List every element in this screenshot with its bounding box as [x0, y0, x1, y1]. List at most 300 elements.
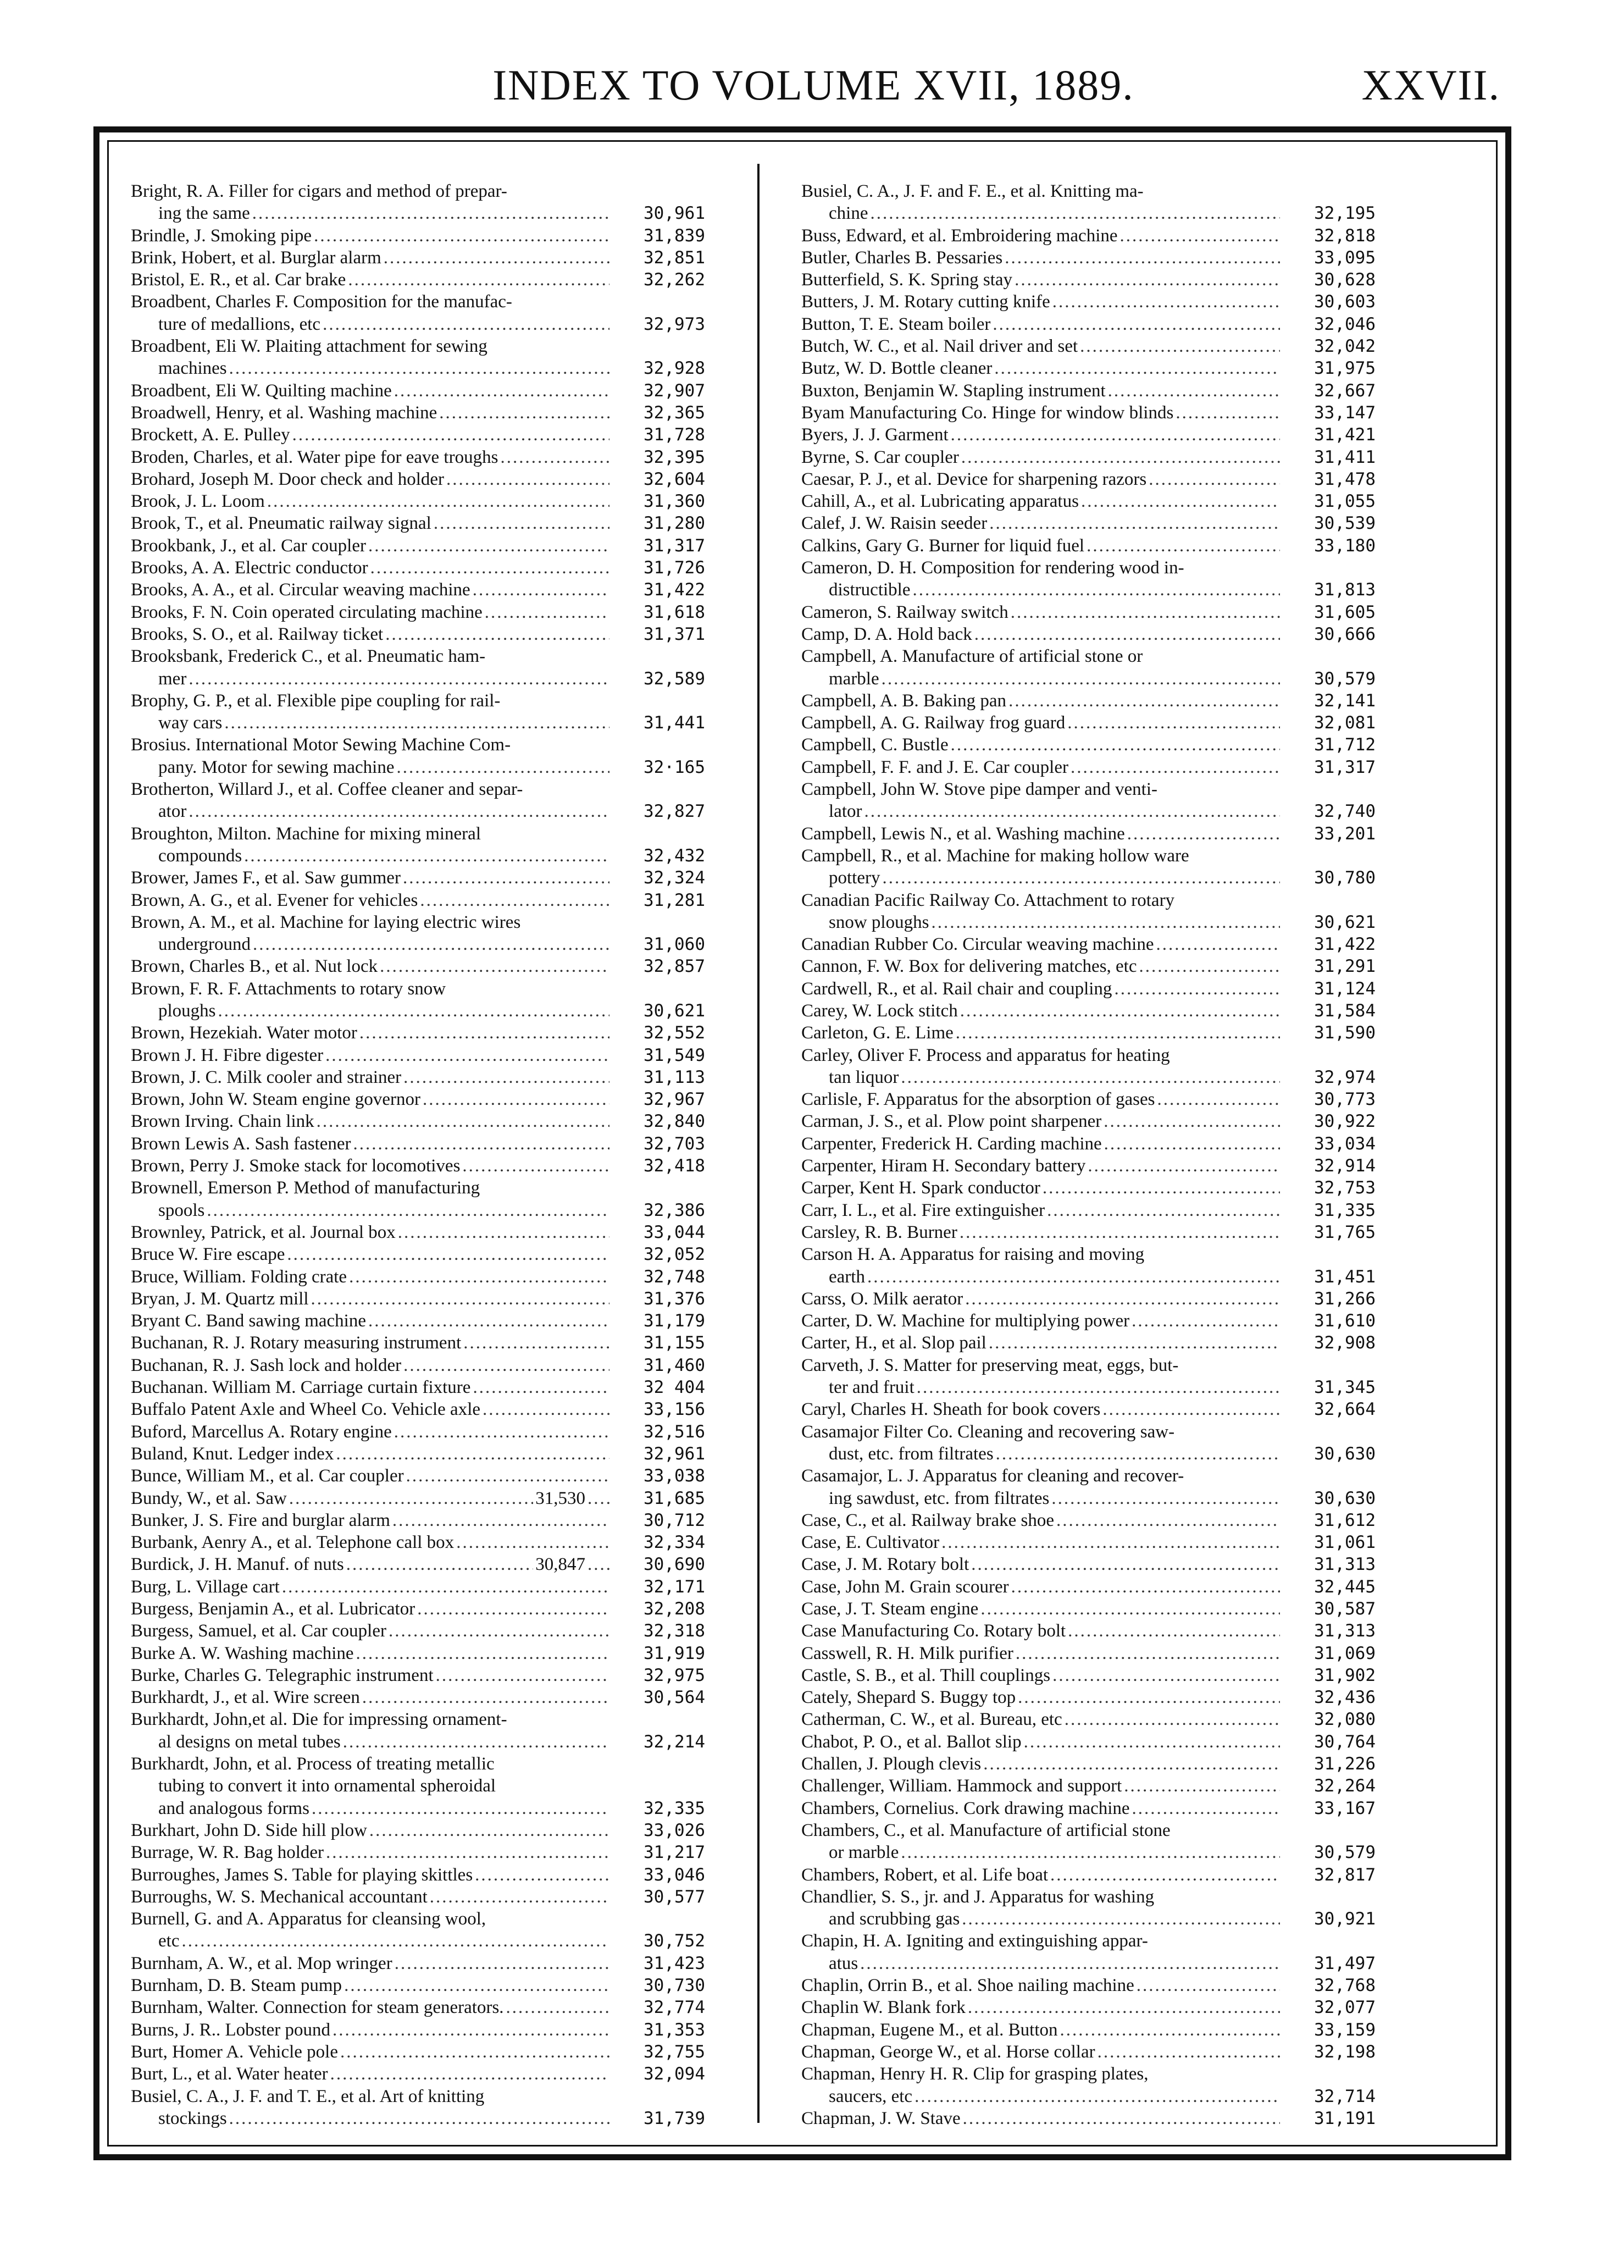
index-entry-line [801, 823, 1376, 845]
leader-dots [1067, 712, 1280, 734]
leader-dots [587, 1553, 609, 1575]
entry-text: Cannon, F. W. Box for delivering matches, etc [801, 956, 1137, 977]
entry-text: Brophy, G. P., et al. Flexible pipe coupling for rail- [131, 690, 501, 711]
index-entry [131, 1664, 705, 1686]
entry-text: underground [158, 934, 251, 955]
index-entry [801, 1996, 1376, 2018]
index-entry-line [131, 1753, 705, 1775]
index-entry-line [801, 225, 1376, 247]
entry-text: Burbank, Aenry A., et al. Telephone call box [131, 1533, 455, 1553]
index-entry-line [801, 1664, 1376, 1686]
leader-dots [394, 1421, 609, 1443]
index-entry-line [801, 778, 1376, 800]
leader-dots [941, 1531, 1280, 1553]
patent-number: 31,411 [1314, 447, 1376, 467]
index-entry [801, 756, 1376, 778]
entry-text: Chambers, C., et al. Manufacture of artificial stone [801, 1820, 1171, 1840]
index-entry-line [131, 867, 705, 889]
leader-dots [901, 1066, 1280, 1088]
entry-text: distructible [829, 580, 911, 600]
entry-text: Canadian Pacific Railway Co. Attachment to rotary [801, 890, 1175, 910]
patent-number: 31,839 [644, 225, 705, 246]
patent-number: 33,044 [644, 1222, 705, 1242]
leader-dots [368, 535, 609, 557]
entry-text: saucers, etc [829, 2086, 913, 2106]
index-entry [801, 446, 1376, 468]
index-entry-line [131, 1066, 705, 1088]
patent-number: 33,156 [644, 1399, 705, 1420]
leader-dots [384, 247, 609, 269]
entry-text: Bunce, William M., et al. Car coupler [131, 1466, 404, 1486]
index-entry [131, 823, 705, 867]
patent-number: 33,159 [1314, 2020, 1376, 2040]
leader-dots [1104, 1133, 1280, 1155]
leader-dots [963, 2107, 1280, 2129]
index-entry-line [801, 978, 1376, 1000]
patent-number: 32,318 [644, 1621, 705, 1641]
patent-number: 31,179 [644, 1311, 705, 1331]
entry-text: Burns, J. R.. Lobster pound [131, 2020, 330, 2040]
leader-dots [864, 800, 1280, 822]
index-entry [801, 1221, 1376, 1243]
patent-number: 30,579 [1314, 668, 1376, 689]
index-entry [131, 1620, 705, 1642]
entry-text: chine [829, 203, 868, 224]
index-entry [801, 2107, 1376, 2129]
patent-number: 32,967 [644, 1089, 705, 1110]
index-entry [801, 778, 1376, 823]
entry-text: ploughs [158, 1000, 216, 1021]
index-entry-line [801, 800, 1376, 822]
leader-dots [473, 1376, 609, 1398]
index-entry [801, 2041, 1376, 2063]
entry-text: Carpenter, Frederick H. Carding machine [801, 1133, 1102, 1154]
index-entry-line [801, 1708, 1376, 1730]
leader-dots [912, 579, 1280, 601]
entry-text: Buchanan, R. J. Sash lock and holder [131, 1355, 402, 1375]
entry-text: Casswell, R. H. Milk purifier [801, 1643, 1013, 1663]
entry-text: Bryant C. Band sawing machine [131, 1311, 367, 1331]
patent-number: 32,748 [644, 1266, 705, 1287]
entry-text: way cars [158, 713, 223, 733]
index-entry-line [801, 1177, 1376, 1199]
entry-text: Case, E. Cultivator [801, 1533, 940, 1553]
index-entry [801, 1664, 1376, 1686]
index-entry [131, 1686, 705, 1708]
leader-dots [1139, 955, 1281, 977]
index-entry [131, 1421, 705, 1443]
index-entry-line [131, 1576, 705, 1598]
index-entry-line [801, 933, 1376, 955]
index-entry [131, 247, 705, 269]
leader-dots [224, 712, 609, 734]
patent-number: 32 404 [644, 1378, 705, 1398]
leader-dots [1005, 247, 1280, 269]
patent-number: 33,034 [1314, 1133, 1376, 1154]
patent-number: 32·165 [644, 757, 705, 777]
index-entry-line [801, 2086, 1376, 2107]
leader-dots [1008, 690, 1280, 712]
index-entry [131, 978, 705, 1022]
patent-number: 30,690 [644, 1555, 705, 1575]
patent-number: 31,739 [644, 2108, 705, 2128]
patent-number: 31,335 [1314, 1200, 1376, 1220]
index-entry-line [131, 1974, 705, 1996]
index-entry [131, 535, 705, 557]
index-entry-line [801, 1509, 1376, 1531]
index-entry-line [801, 1221, 1376, 1243]
entry-text: Brindle, J. Smoking pipe [131, 225, 312, 246]
entry-text: Chapin, H. A. Igniting and extinguishing appar- [801, 1931, 1148, 1951]
index-entry-line [131, 1288, 705, 1310]
index-entry-line [801, 247, 1376, 269]
patent-number: 32,077 [1314, 1998, 1376, 2018]
index-entry-line [801, 1376, 1376, 1398]
patent-number: 32,141 [1314, 690, 1376, 711]
index-entry [801, 269, 1376, 291]
entry-text: Brown, A. G., et al. Evener for vehicles [131, 890, 418, 910]
index-entry-line [801, 512, 1376, 534]
entry-text: Busiel, C. A., J. F. and T. E., et al. Art of knitting [131, 2086, 485, 2106]
index-entry-line [131, 1332, 705, 1354]
index-entry-line [131, 535, 705, 557]
entry-text: Burg, L. Village cart [131, 1576, 280, 1597]
leader-dots [348, 269, 609, 291]
index-entry [131, 1110, 705, 1132]
index-entry-line [131, 1354, 705, 1376]
index-entry [801, 225, 1376, 247]
entry-text: Castle, S. B., et al. Thill couplings [801, 1665, 1051, 1685]
leader-dots [1018, 1686, 1280, 1708]
entry-text: Brook, T., et al. Pneumatic railway signal [131, 513, 431, 534]
entry-text: Bruce, William. Folding crate [131, 1266, 347, 1287]
index-entry-line [801, 1354, 1376, 1376]
index-entry-line [131, 933, 705, 955]
leader-dots [1068, 1620, 1280, 1642]
patent-number: 31,217 [644, 1843, 705, 1863]
patent-number: 30,577 [644, 1887, 705, 1907]
leader-dots [323, 313, 609, 335]
index-entry-line [131, 955, 705, 977]
index-entry-line [131, 557, 705, 579]
entry-text: Calef, J. W. Raisin seeder [801, 513, 988, 534]
entry-text: Brown, John W. Steam engine governor [131, 1089, 421, 1110]
leader-dots [993, 313, 1280, 335]
entry-text: Brohard, Joseph M. Door check and holder [131, 469, 445, 489]
index-entry-line [131, 1465, 705, 1487]
index-entry [131, 1243, 705, 1265]
patent-number: 31,478 [1314, 469, 1376, 489]
index-entry [131, 1886, 705, 1908]
index-entry [801, 1465, 1376, 1509]
patent-number: 31,313 [1314, 1555, 1376, 1575]
leader-dots [446, 468, 609, 490]
patent-number: 31,590 [1314, 1023, 1376, 1043]
index-entry-line [801, 845, 1376, 867]
patent-number: 33,167 [1314, 1798, 1376, 1818]
entry-text: atus [829, 1953, 858, 1973]
patent-number: 30,630 [1314, 1488, 1376, 1508]
patent-number: 32,755 [644, 2042, 705, 2062]
patent-number: 31,317 [644, 535, 705, 556]
leader-dots [1108, 380, 1280, 402]
entry-text: Butz, W. D. Bottle cleaner [801, 358, 993, 379]
leader-dots [870, 202, 1280, 224]
entry-text: Brown, A. M., et al. Machine for laying electric wires [131, 912, 521, 932]
entry-text: Carter, H., et al. Slop pail [801, 1333, 986, 1353]
patent-number: 31,975 [1314, 358, 1376, 379]
patent-number: 30,712 [644, 1510, 705, 1530]
entry-text: Burke A. W. Washing machine [131, 1643, 354, 1663]
patent-number: 30,780 [1314, 868, 1376, 888]
entry-text: Byrne, S. Car coupler [801, 447, 959, 467]
index-entry [131, 1598, 705, 1620]
patent-number: 32,840 [644, 1111, 705, 1132]
entry-text: Brotherton, Willard J., et al. Coffee cleaner and separ- [131, 779, 523, 800]
index-entry [131, 1952, 705, 1974]
patent-number: 31,124 [1314, 978, 1376, 999]
entry-text: Caryl, Charles H. Sheath for book covers [801, 1399, 1101, 1420]
entry-text: Campbell, A. Manufacture of artificial stone or [801, 646, 1143, 667]
index-entry [801, 1000, 1376, 1022]
index-entry-line [801, 1487, 1376, 1509]
entry-text: ing sawdust, etc. from filtrates [829, 1488, 1050, 1508]
leader-dots [475, 1864, 609, 1886]
index-entry-line [801, 535, 1376, 557]
entry-text: Campbell, A. B. Baking pan [801, 690, 1007, 711]
index-entry [801, 1310, 1376, 1332]
index-entry [801, 180, 1376, 225]
index-entry [131, 601, 705, 623]
entry-text: Brink, Hobert, et al. Burglar alarm [131, 247, 381, 268]
index-entry [131, 1753, 705, 1819]
index-entry-line [801, 313, 1376, 335]
index-entry [131, 1310, 705, 1332]
patent-number: 32,589 [644, 668, 705, 689]
index-entry [801, 1155, 1376, 1177]
patent-number: 30,773 [1314, 1089, 1376, 1110]
leader-dots [1052, 291, 1280, 313]
entry-text: Chandlier, S. S., jr. and J. Apparatus for washing [801, 1887, 1155, 1907]
index-entry-line [131, 1952, 705, 1974]
entry-text: Busiel, C. A., J. F. and F. E., et al. Knitting ma- [801, 181, 1144, 201]
index-entry [131, 1864, 705, 1886]
patent-number: 32,907 [644, 380, 705, 401]
entry-text: Carlisle, F. Apparatus for the absorption of gases [801, 1089, 1155, 1110]
entry-text: Carpenter, Hiram H. Secondary battery [801, 1156, 1086, 1176]
patent-number: 33,038 [644, 1466, 705, 1486]
index-entry [801, 1133, 1376, 1155]
index-entry [801, 1974, 1376, 1996]
entry-text: Bright, R. A. Filler for cigars and method of prepar- [131, 181, 507, 201]
leader-dots [951, 424, 1280, 446]
index-entry-line [131, 1199, 705, 1221]
entry-text: Brown Irving. Chain link [131, 1111, 314, 1132]
index-entry [131, 690, 705, 734]
entry-text: Calkins, Gary G. Burner for liquid fuel [801, 535, 1085, 556]
leader-dots [346, 1553, 534, 1575]
index-entry [801, 1110, 1376, 1132]
patent-number: 32,851 [644, 247, 705, 268]
entry-text: machines [158, 358, 227, 379]
index-entry-line [801, 402, 1376, 424]
leader-dots [956, 1022, 1280, 1044]
leader-dots [483, 1398, 609, 1420]
leader-dots [207, 1199, 609, 1221]
index-entry-line [131, 978, 705, 1000]
index-entry-line [131, 1000, 705, 1022]
index-entry [801, 535, 1376, 557]
entry-text: Brown Lewis A. Sash fastener [131, 1133, 351, 1154]
leader-dots [587, 1487, 609, 1509]
entry-text: Case, C., et al. Railway brake shoe [801, 1510, 1055, 1530]
patent-number: 32,552 [644, 1023, 705, 1043]
entry-text: Broadbent, Charles F. Composition for the manufac- [131, 292, 512, 312]
entry-text: Buchanan. William M. Carriage curtain fixture [131, 1378, 471, 1398]
index-entry-line [801, 712, 1376, 734]
index-entry-line [801, 1066, 1376, 1088]
entry-text: Burt, L., et al. Water heater [131, 2064, 328, 2084]
leader-dots [1080, 335, 1280, 357]
patent-number: 31,460 [644, 1355, 705, 1375]
entry-text: Cardwell, R., et al. Rail chair and coupling [801, 978, 1112, 999]
index-entry [801, 357, 1376, 379]
entry-text: Burt, Homer A. Vehicle pole [131, 2042, 338, 2062]
index-entry-line [801, 1332, 1376, 1354]
patent-number: 31,055 [1314, 491, 1376, 512]
index-entry [801, 1598, 1376, 1620]
patent-number: 31,605 [1314, 602, 1376, 622]
index-entry-line [131, 269, 705, 291]
index-entry-line [801, 180, 1376, 202]
entry-text: or marble [829, 1843, 899, 1863]
index-entry-line [131, 202, 705, 224]
patent-number: 31,376 [644, 1288, 705, 1309]
index-entry-line [801, 756, 1376, 778]
index-entry-line [801, 1243, 1376, 1265]
patent-number: 32,827 [644, 801, 705, 822]
entry-text: Chapman, Henry H. R. Clip for grasping plates, [801, 2064, 1149, 2084]
entry-text: Burkhardt, John,et al. Die for impressing ornament- [131, 1710, 507, 1730]
index-entry-line [801, 1731, 1376, 1753]
leader-dots [968, 1996, 1280, 2018]
patent-number: 30,564 [644, 1688, 705, 1708]
index-entry [801, 1421, 1376, 1465]
entry-text: Campbell, A. G. Railway frog guard [801, 713, 1066, 733]
entry-text: pany. Motor for sewing machine [158, 757, 395, 777]
index-entry-line [131, 1044, 705, 1066]
index-entry-line [801, 1310, 1376, 1332]
entry-text: Butters, J. M. Rotary cutting knife [801, 292, 1050, 312]
index-entry [131, 2063, 705, 2085]
patent-number: 32,740 [1314, 801, 1376, 822]
index-entry-line [131, 1443, 705, 1465]
entry-text: Chaplin W. Blank fork [801, 1998, 966, 2018]
patent-number: 32,817 [1314, 1865, 1376, 1885]
patent-number: 32,198 [1314, 2042, 1376, 2062]
index-entry-line [131, 380, 705, 402]
index-entry [131, 1022, 705, 1044]
entry-text: Bunker, J. S. Fire and burglar alarm [131, 1510, 390, 1530]
index-entry [131, 1974, 705, 1996]
entry-text: Chapman, Eugene M., et al. Button [801, 2020, 1058, 2040]
leader-dots [1156, 933, 1280, 955]
index-entry-line [801, 889, 1376, 911]
leader-dots [860, 1952, 1280, 1974]
index-entry-line [801, 1088, 1376, 1110]
entry-text: spools [158, 1200, 205, 1220]
leader-dots [229, 357, 609, 379]
index-entry-line [801, 1443, 1376, 1465]
index-entry-line [131, 1598, 705, 1620]
patent-number: 31,549 [644, 1045, 705, 1065]
patent-number: 31,266 [1314, 1288, 1376, 1309]
index-entry-line [801, 1841, 1376, 1863]
index-entry [131, 1354, 705, 1376]
index-entry-line [801, 1266, 1376, 1288]
leader-dots [1050, 1864, 1280, 1886]
patent-number: 32,262 [644, 270, 705, 290]
index-entry-line [131, 623, 705, 645]
index-entry-line [801, 1864, 1376, 1886]
entry-text: Byers, J. J. Garment [801, 425, 949, 445]
entry-text: Broden, Charles, et al. Water pipe for eave troughs [131, 447, 498, 467]
index-entry [801, 1332, 1376, 1354]
patent-number: 33,201 [1314, 823, 1376, 844]
leader-dots [882, 867, 1280, 889]
index-entry-line [801, 335, 1376, 357]
entry-text: Brooks, A. A., et al. Circular weaving machine [131, 580, 470, 600]
entry-additional-number: 31,530 [535, 1488, 585, 1508]
entry-text: Butch, W. C., et al. Nail driver and set [801, 336, 1078, 357]
entry-text: Caesar, P. J., et al. Device for sharpening razors [801, 469, 1147, 489]
patent-number: 31,061 [1314, 1533, 1376, 1553]
index-entry-line [131, 1177, 705, 1199]
patent-number: 32,975 [644, 1665, 705, 1685]
patent-number: 32,436 [1314, 1688, 1376, 1708]
leader-dots [368, 1310, 609, 1332]
entry-text: Burnham, Walter. Connection for steam generators. [131, 1998, 504, 2018]
index-entry-line [131, 1133, 705, 1155]
leader-dots [344, 1974, 609, 1996]
leader-dots [980, 1598, 1280, 1620]
leader-dots [417, 1598, 609, 1620]
patent-number: 32,753 [1314, 1178, 1376, 1198]
entry-text: Brownley, Patrick, et al. Journal box [131, 1222, 396, 1242]
index-entry [131, 2041, 705, 2063]
index-entry-line [801, 357, 1376, 379]
index-entry [801, 1864, 1376, 1886]
patent-number: 31,584 [1314, 1000, 1376, 1021]
index-entry-line [131, 1841, 705, 1863]
patent-number: 32,604 [644, 469, 705, 489]
leader-dots [473, 579, 609, 601]
index-entry [801, 1576, 1376, 1598]
index-entry-line [131, 601, 705, 623]
leader-dots [960, 1221, 1280, 1243]
entry-text: Brownell, Emerson P. Method of manufacturing [131, 1178, 480, 1198]
entry-text: and analogous forms [158, 1798, 309, 1818]
leader-dots [403, 1066, 609, 1088]
entry-text: Carper, Kent H. Spark conductor [801, 1178, 1040, 1198]
entry-text: Broadwell, Henry, et al. Washing machine [131, 402, 437, 423]
index-entry-line [801, 380, 1376, 402]
index-entry [801, 1886, 1376, 1930]
index-entry-line [131, 823, 705, 845]
entry-text: Casamajor Filter Co. Cleaning and recovering saw- [801, 1421, 1175, 1442]
index-entry-line [131, 357, 705, 379]
index-entry [801, 1775, 1376, 1797]
